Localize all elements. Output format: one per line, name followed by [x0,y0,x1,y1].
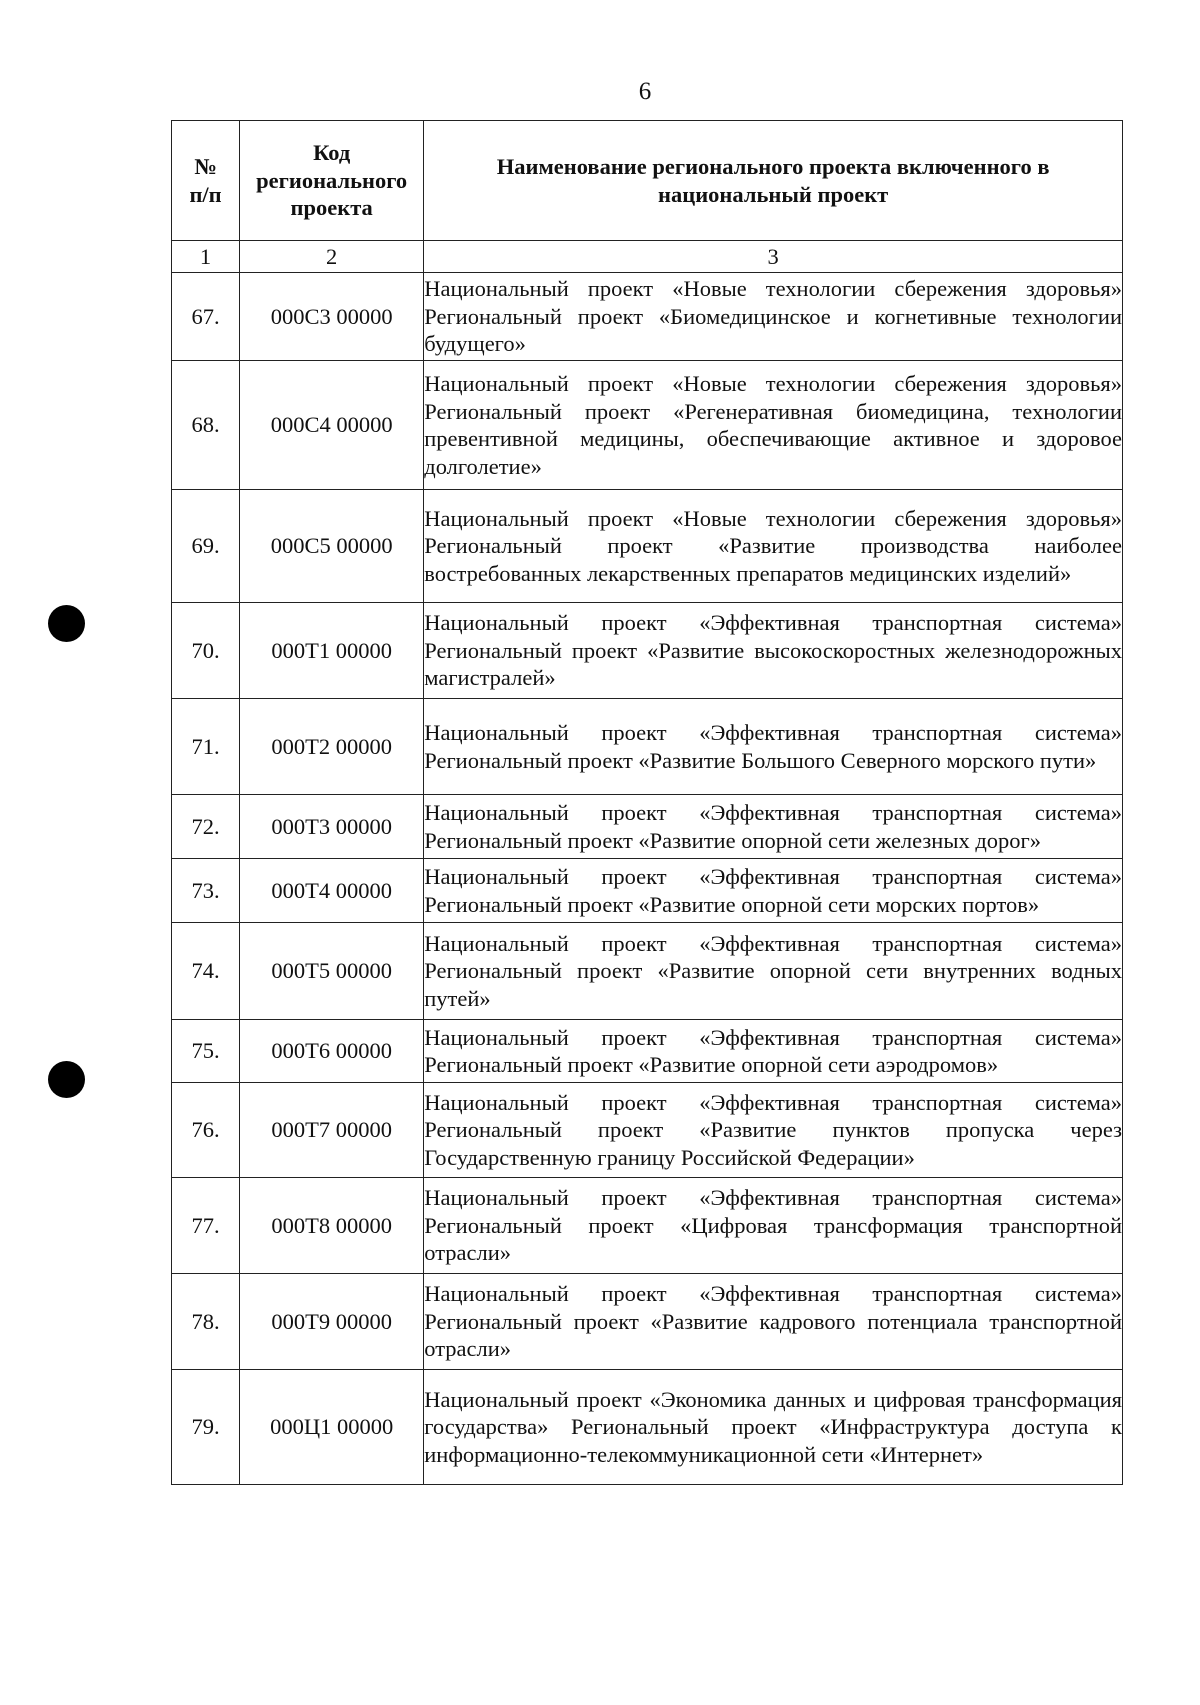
row-number: 71. [172,699,240,795]
project-code: 000Т4 00000 [240,859,424,923]
project-code: 000С5 00000 [240,490,424,603]
table-row [172,490,1123,603]
project-name: Национальный проект «Эффективная транспортная система» Региональный проект «Развитие кадрового потенциала транспортной отрасли» [424,1274,1123,1370]
header-name: Наименование регионального проекта включенного в национальный проект [424,121,1123,241]
regional-projects-table [171,120,1123,1485]
table-row [172,1083,1123,1178]
row-number: 67. [172,273,240,361]
project-code: 000Т7 00000 [240,1083,424,1178]
table-row [172,1178,1123,1274]
project-name: Национальный проект «Эффективная транспортная система» Региональный проект «Развитие опорной сети внутренних водных путей» [424,923,1123,1020]
project-code: 000Т3 00000 [240,795,424,859]
row-number: 74. [172,923,240,1020]
table-row [172,603,1123,699]
project-code: 000Т6 00000 [240,1020,424,1083]
row-number: 68. [172,361,240,490]
column-index: 1 [172,241,240,273]
row-number: 75. [172,1020,240,1083]
row-number: 73. [172,859,240,923]
punch-hole-lower [48,1061,85,1098]
row-number: 79. [172,1370,240,1485]
table-row [172,859,1123,923]
project-name: Национальный проект «Экономика данных и цифровая трансформация государства» Региональный проект «Инфраструктура доступа к информационно-телекоммуникационной сети «Интернет» [424,1370,1123,1485]
row-number: 77. [172,1178,240,1274]
project-name: Национальный проект «Эффективная транспортная система» Региональный проект «Цифровая трансформация транспортной отрасли» [424,1178,1123,1274]
table-row [172,923,1123,1020]
table-row [172,361,1123,490]
punch-hole-upper [48,605,85,642]
row-number: 76. [172,1083,240,1178]
column-index: 3 [424,241,1123,273]
row-number: 69. [172,490,240,603]
project-name: Национальный проект «Новые технологии сбережения здоровья» Региональный проект «Развитие производства наиболее востребованных лекарственных препаратов медицинских изделий» [424,490,1123,603]
row-number: 70. [172,603,240,699]
project-code: 000Т9 00000 [240,1274,424,1370]
table-row [172,1274,1123,1370]
project-name: Национальный проект «Эффективная транспортная система» Региональный проект «Развитие высокоскоростных железнодорожных магистралей» [424,603,1123,699]
project-name: Национальный проект «Эффективная транспортная система» Региональный проект «Развитие опорной сети морских портов» [424,859,1123,923]
project-code: 000Т5 00000 [240,923,424,1020]
project-code: 000Ц1 00000 [240,1370,424,1485]
table-row [172,699,1123,795]
project-code: 000Т8 00000 [240,1178,424,1274]
row-number: 78. [172,1274,240,1370]
table-row [172,1020,1123,1083]
table-row [172,1370,1123,1485]
table-row [172,795,1123,859]
project-code: 000Т2 00000 [240,699,424,795]
project-code: 000С4 00000 [240,361,424,490]
project-name: Национальный проект «Новые технологии сбережения здоровья» Региональный проект «Биомедицинское и когнетивные технологии будущего» [424,273,1123,361]
table-header-row [172,121,1123,241]
table-row [172,273,1123,361]
column-index-row [172,241,1123,273]
header-code: Код регионального проекта [240,121,424,241]
project-code: 000С3 00000 [240,273,424,361]
column-index: 2 [240,241,424,273]
project-name: Национальный проект «Эффективная транспортная система» Региональный проект «Развитие опорной сети аэродромов» [424,1020,1123,1083]
project-name: Национальный проект «Эффективная транспортная система» Региональный проект «Развитие опорной сети железных дорог» [424,795,1123,859]
row-number: 72. [172,795,240,859]
project-name: Национальный проект «Новые технологии сбережения здоровья» Региональный проект «Регенеративная биомедицина, технологии превентивной медицины, обеспечивающие активное и здоровое долголетие» [424,361,1123,490]
project-name: Национальный проект «Эффективная транспортная система» Региональный проект «Развитие пунктов пропуска через Государственную границу Российской Федерации» [424,1083,1123,1178]
header-number: № п/п [172,121,240,241]
project-code: 000Т1 00000 [240,603,424,699]
project-name: Национальный проект «Эффективная транспортная система» Региональный проект «Развитие Большого Северного морского пути» [424,699,1123,795]
page-number: 6 [638,78,652,105]
